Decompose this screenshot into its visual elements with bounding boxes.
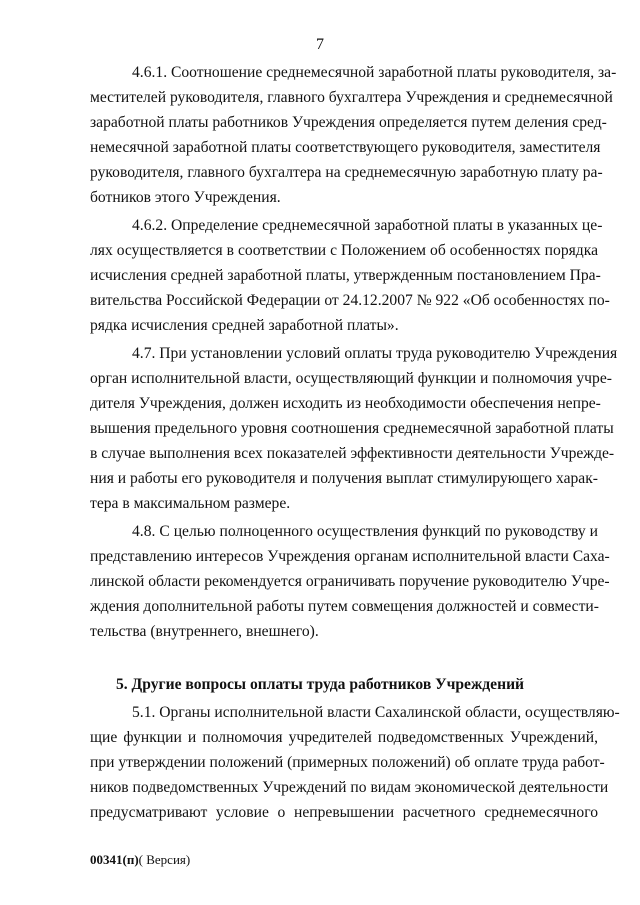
para-4-8-line-5: тельства (внутреннего, внешнего).	[90, 623, 319, 640]
para-5-1-line-3: при утверждении положений (примерных положений) об оплате труда работ-	[90, 754, 605, 771]
para-4-7-line-3: дителя Учреждения, должен исходить из необходимости обеспечения непре-	[90, 395, 601, 412]
para-4-6-1-line-4: немесячной заработной платы соответствующего руководителя, заместителя	[90, 139, 601, 156]
document-code: 00341(п)	[90, 852, 139, 867]
para-5-1-line-4: ников подведомственных Учреждений по видам экономической деятельности	[90, 779, 609, 796]
para-4-6-2-line-1: 4.6.2. Определение среднемесячной заработной платы в указанных це-	[132, 217, 603, 234]
para-4-8-line-3: линской области рекомендуется ограничивать поручение руководителю Учре-	[90, 573, 610, 590]
para-4-8-line-2: представлению интересов Учреждения органам исполнительной власти Саха-	[90, 548, 610, 565]
para-4-6-1-line-5: руководителя, главного бухгалтера на среднемесячную заработную плату ра-	[90, 164, 603, 181]
para-4-6-1-line-3: заработной платы работников Учреждения определяется путем деления сред-	[90, 114, 607, 131]
document-version: ( Версия)	[138, 852, 191, 867]
para-4-6-2-line-5: рядка исчисления средней заработной платы».	[90, 317, 399, 334]
para-4-7-line-4: вышения предельного уровня соотношения среднемесячной заработной платы	[90, 420, 614, 437]
para-4-6-1-line-1: 4.6.1. Соотношение среднемесячной заработной платы руководителя, за-	[132, 64, 617, 81]
para-4-7-line-1: 4.7. При установлении условий оплаты труда руководителю Учреждения	[132, 345, 618, 362]
para-4-8-line-1: 4.8. С целью полноценного осуществления функций по руководству и	[132, 523, 598, 540]
para-4-7-line-6: ния и работы его руководителя и получения выплат стимулирующего харак-	[90, 470, 598, 487]
para-4-6-2-line-4: вительства Российской Федерации от 24.12.2007 № 922 «Об особенностях по-	[90, 292, 610, 309]
document-footer	[90, 852, 190, 868]
para-4-6-1-line-2: местителей руководителя, главного бухгалтера Учреждения и среднемесячной	[90, 89, 613, 106]
para-4-6-2-line-2: лях осуществляется в соответствии с Положением об особенностях порядка	[90, 242, 598, 259]
para-5-1-line-2: щие функции и полномочия учредителей подведомственных Учреждений,	[90, 729, 598, 746]
para-4-7-line-5: в случае выполнения всех показателей эффективности деятельности Учрежде-	[90, 445, 615, 462]
page-number: 7	[316, 36, 324, 53]
para-5-1-line-5: предусматривают условие о непревышении расчетного среднемесячного	[90, 804, 598, 821]
para-4-7-line-7: тера в максимальном размере.	[90, 495, 291, 512]
para-4-6-2-line-3: исчисления средней заработной платы, утвержденным постановлением Пра-	[90, 267, 601, 284]
section-5-heading: 5. Другие вопросы оплаты труда работников Учреждений	[115, 676, 525, 693]
para-4-8-line-4: ждения дополнительной работы путем совмещения должностей и совмести-	[90, 598, 599, 615]
para-5-1-line-1: 5.1. Органы исполнительной власти Сахалинской области, осуществляю-	[132, 704, 620, 721]
para-4-6-1-line-6: ботников этого Учреждения.	[90, 189, 281, 206]
para-4-7-line-2: орган исполнительной власти, осуществляющий функции и полномочия учре-	[90, 370, 612, 387]
